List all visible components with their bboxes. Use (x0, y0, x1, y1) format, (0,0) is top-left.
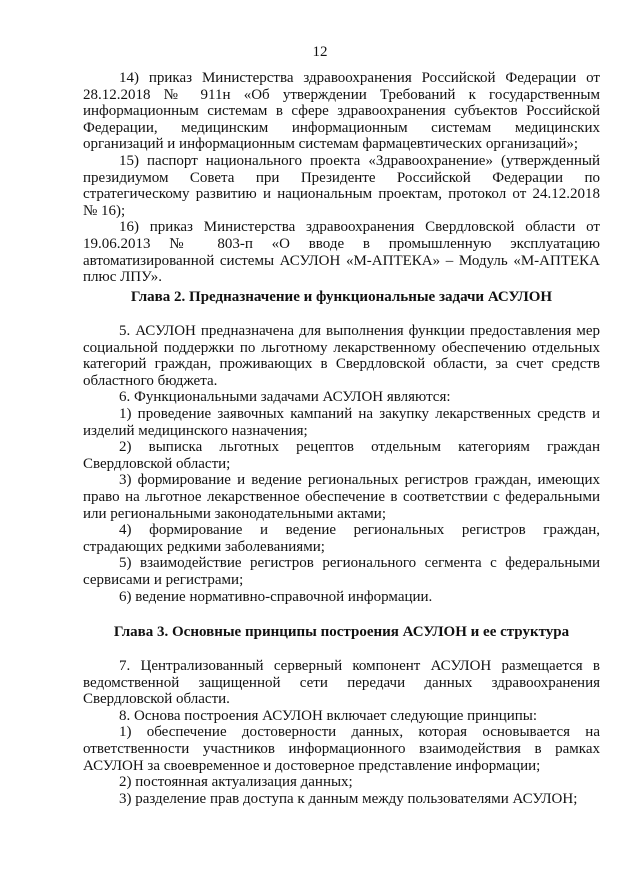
task-item-3: 3) формирование и ведение региональных регистров граждан, имеющих право на льготное лекарственное обеспечение в соответствии с федеральными или региональными законодательными актами; (83, 472, 600, 522)
section-block-3 (83, 658, 600, 807)
paragraph-5: 5. АСУЛОН предназначена для выполнения функции предоставления мер социальной поддержки по льготному лекарственному обеспечению отдельных категорий граждан, проживающих в Свердловской области, за счет средств областного бюджета. (83, 323, 600, 389)
paragraph-6: 6. Функциональными задачами АСУЛОН являются: (119, 389, 451, 406)
chapter-2-heading: Глава 2. Предназначение и функциональные задачи АСУЛОН (130, 289, 553, 305)
section-block-2 (83, 323, 600, 605)
list-item-14: 14) приказ Министерства здравоохранения Российской Федерации от 28.12.2018 № 911н «Об утверждении Требований к государственным информационным системам в сфере здравоохранения субъектов Российской Федерации, медицинским информационным системам медицинских организаций и информационным системам фармацевтических организаций»; (83, 70, 600, 153)
task-item-5: 5) взаимодействие регистров регионального сегмента с федеральными сервисами и регистрами; (83, 555, 600, 588)
paragraph-8: 8. Основа построения АСУЛОН включает следующие принципы: (119, 707, 538, 724)
paragraph-7: 7. Централизованный серверный компонент АСУЛОН размещается в ведомственной защищенной сети передачи данных здравоохранения Свердловской области. (83, 658, 600, 708)
list-item-15: 15) паспорт национального проекта «Здравоохранение» (утвержденный президиумом Совета при Президенте Российской Федерации по стратегическому развитию и национальным проектам, протокол от 24.12.2018 № 16); (83, 152, 600, 219)
section-block-1 (83, 70, 600, 286)
task-item-2: 2) выписка льготных рецептов отдельным категориям граждан Свердловской области; (83, 439, 600, 472)
task-item-6: 6) ведение нормативно-справочной информации. (119, 588, 433, 605)
principle-item-1: 1) обеспечение достоверности данных, которая основывается на ответственности участников информационного взаимодействия в рамках АСУЛОН за своевременное и достоверное представление информации; (83, 724, 600, 774)
chapter-3-heading: Глава 3. Основные принципы построения АСУЛОН и ее структура (113, 624, 570, 640)
task-item-4: 4) формирование и ведение региональных регистров граждан, страдающих редкими заболеваниями; (83, 522, 600, 555)
principle-item-3: 3) разделение прав доступа к данным между пользователями АСУЛОН; (119, 790, 578, 807)
page-number: 12 (312, 44, 328, 60)
principle-item-2: 2) постоянная актуализация данных; (119, 774, 353, 791)
task-item-1: 1) проведение заявочных кампаний на закупку лекарственных средств и изделий медицинского назначения; (83, 405, 600, 439)
list-item-16: 16) приказ Министерства здравоохранения Свердловской области от 19.06.2013 № 803-п «О вводе в промышленную эксплуатацию автоматизированной системы АСУЛОН «М-АПТЕКА» – Модуль «М-АПТЕКА плюс ЛПУ». (83, 219, 600, 286)
